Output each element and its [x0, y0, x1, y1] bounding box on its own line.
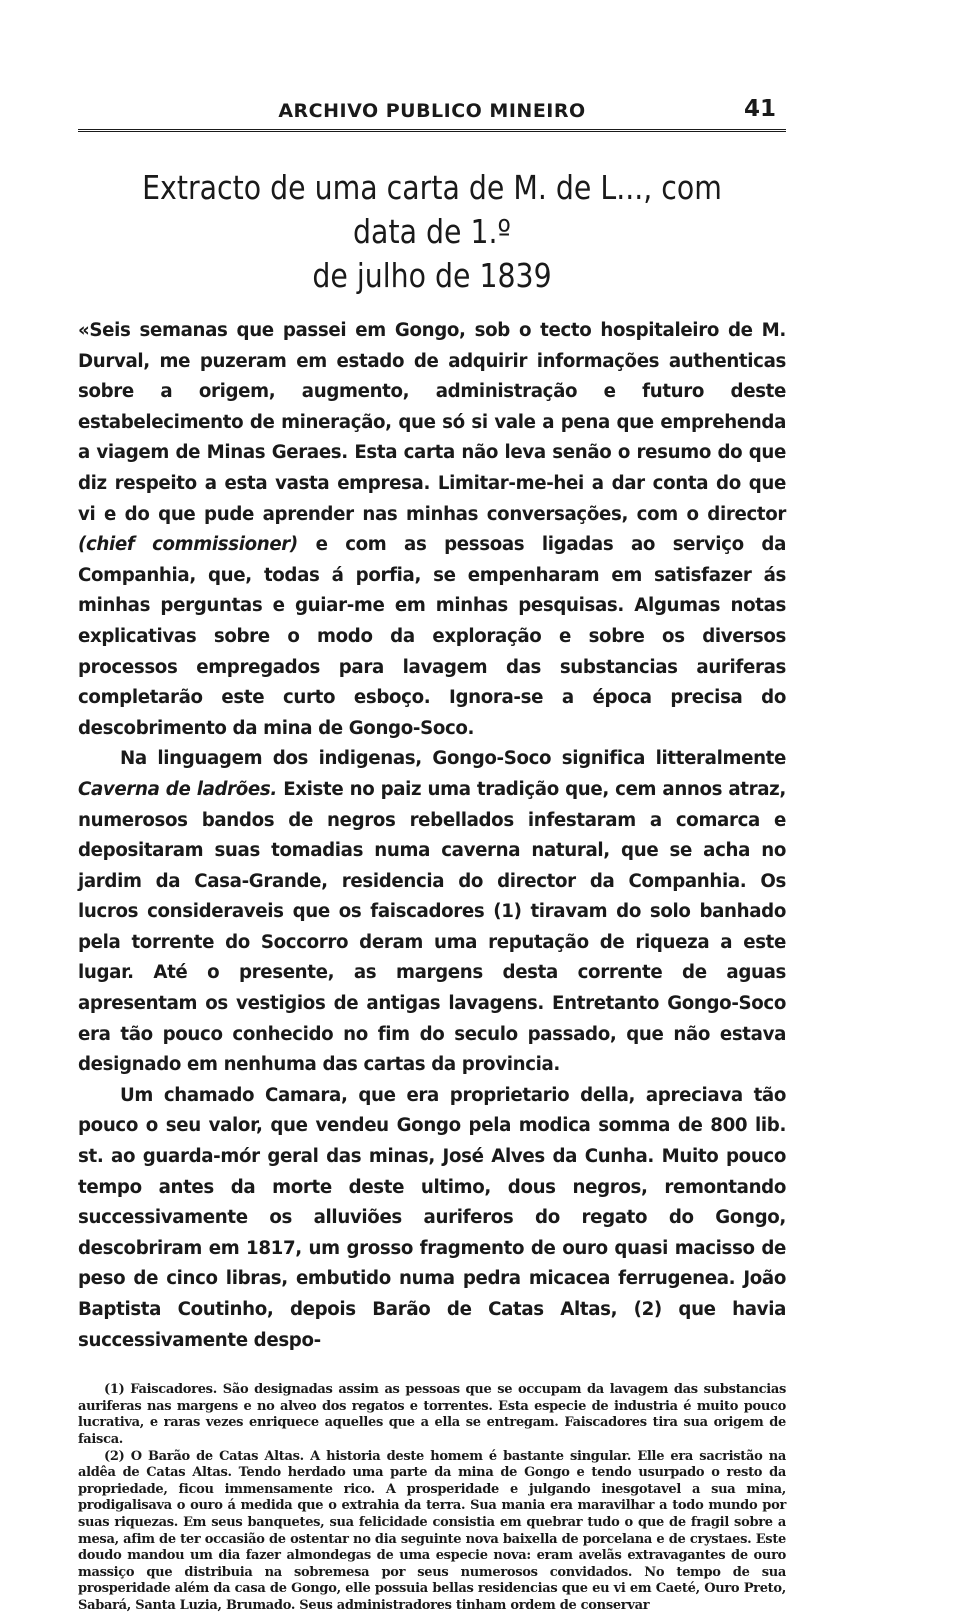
article-title-line-1: Extracto de uma carta de M. de L..., com data de 1.º	[142, 168, 722, 251]
paragraph-2	[78, 744, 786, 1081]
paragraph-2-end: Existe no paiz uma tradição que, cem annos atraz, numerosos bandos de negros rebellados infestaram a comarca e depositaram suas tomadias numa caverna natural, que se acha no jardim da Casa-Grande, residencia do director da Companhia. Os lucros consideraveis que os faiscadores (1) tiravam do solo banhado pela torrente do Soccorro deram uma reputação de riqueza a este lugar. Até o presente, as margens desta corrente de aguas apresentam os vestigios de antigas lavagens. Entretanto Gongo-Soco era tão pouco conhecido no fim do seculo passado, que não estava designado em nenhuma das cartas da provincia.	[78, 778, 786, 1076]
paragraph-2-start: Na linguagem dos indigenas, Gongo-Soco significa litteralmente	[120, 748, 786, 770]
article-title-line-2: de julho de 1839	[312, 256, 552, 295]
page-number: 41	[743, 96, 776, 122]
paragraph-1	[78, 316, 786, 744]
running-title: ARCHIVO PUBLICO MINEIRO	[278, 100, 586, 122]
article-body	[78, 316, 786, 1356]
header-rule	[78, 129, 786, 132]
document-page	[78, 96, 786, 1615]
footnote-1: (1) Faiscadores. São designadas assim as pessoas que se occupam da lavagem das substancias auriferas nas margens e no alveo dos regatos e torrentes. Esta especie de industria é muito pouco lucrativa, e raras vezes enriquece aquelles que a ella se entregam. Faiscadores tira sua origem de faisca.	[78, 1382, 786, 1447]
paragraph-1-italic: (chief commissioner)	[78, 534, 298, 556]
running-header	[78, 96, 786, 126]
paragraph-3: Um chamado Camara, que era proprietario della, apreciava tão pouco o seu valor, que vendeu Gongo pela modica somma de 800 lib. st. ao guarda-mór geral das minas, José Alves da Cunha. Muito pouco tempo antes da morte deste ultimo, dous negros, remontando successivamente os alluviões auriferos do regato do Gongo, descobriram em 1817, um grosso fragmento de ouro quasi macisso de peso de cinco libras, embutido numa pedra micacea ferrugenea. João Baptista Coutinho, depois Barão de Catas Altas, (2) que havia successivamente despo-	[78, 1084, 786, 1351]
footnotes	[78, 1382, 786, 1614]
paragraph-1-text: «Seis semanas que passei em Gongo, sob o tecto hospitaleiro de M. Durval, me puzeram em estado de adquirir informações authenticas sobre a origem, augmento, administração e futuro deste estabelecimento de mineração, que só si vale a pena que emprehenda a viagem de Minas Geraes. Esta carta não leva senão o resumo do que diz respeito a esta vasta empresa. Limitar-me-hei a dar conta do que vi e do que pude aprender nas minhas conversações, com o director	[78, 320, 786, 525]
footnote-2: (2) O Barão de Catas Altas. A historia deste homem é bastante singular. Elle era sacristão na aldêa de Catas Altas. Tendo herdado uma parte da mina de Gongo e tendo usurpado o resto da propriedade, ficou immensamente rico. A prosperidade e julgando inesgotavel a sua mina, prodigalisava o ouro á medida que o extrahia da terra. Sua mania era maravilhar a todo mundo por suas riquezas. Em seus banquetes, sua felicidade consistia em quebrar tudo o que de fragil sobre a mesa, afim de ter occasião de ostentar no dia seguinte nova baixella de porcelana e de crystaes. Este doudo mandou um dia fazer almondegas de uma especie nova: eram avelãs extravagantes de ouro massiço que distribuia na sobremesa por seus numerosos convidados. No tempo de sua prosperidade além da casa de Gongo, elle possuia bellas residencias que eu vi em Caeté, Ouro Preto, Sabará, Santa Luzia, Brumado. Seus administradores tinham ordem de conservar	[78, 1448, 786, 1613]
article-title	[128, 166, 737, 298]
paragraph-2-italic: Caverna de ladrões.	[78, 778, 277, 800]
paragraph-1-end: e com as pessoas ligadas ao serviço da Companhia, que, todas á porfia, se empenharam em satisfazer ás minhas perguntas e guiar-me em minhas pesquisas. Algumas notas explicativas sobre o modo da exploração e sobre os diversos processos empregados para lavagem das substancias auriferas completarão este curto esboço. Ignora-se a época precisa do descobrimento da mina de Gongo-Soco.	[78, 534, 787, 739]
